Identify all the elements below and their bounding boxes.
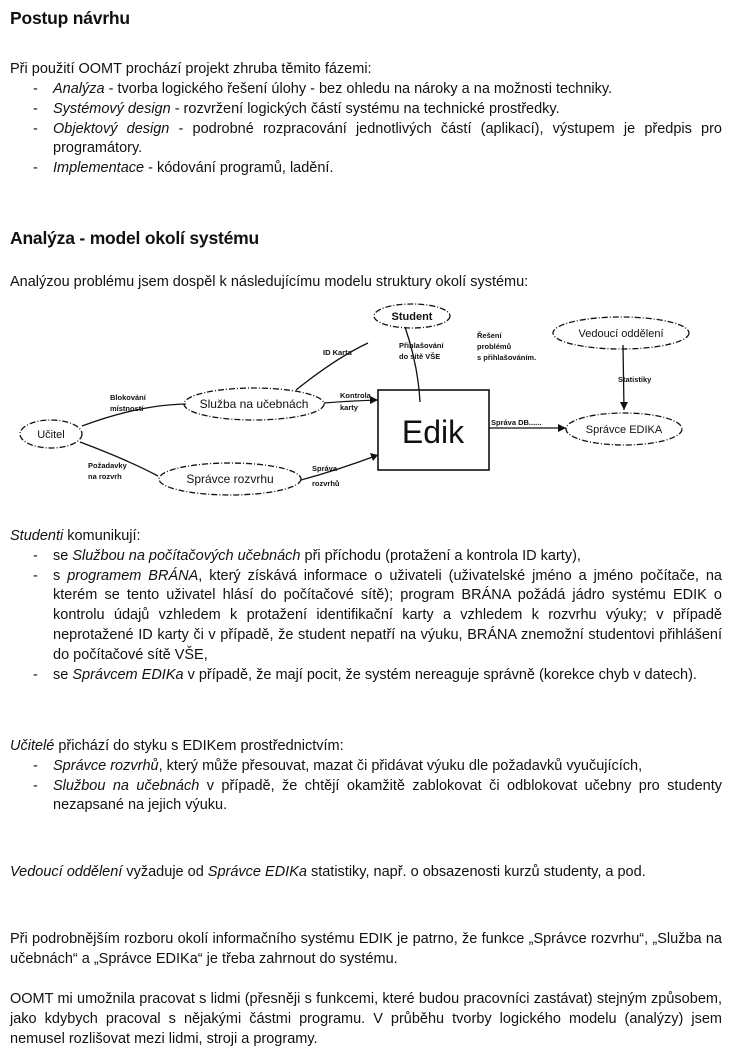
node-label-ucitel: Učitel [37,429,65,441]
list-item [10,120,722,160]
edik-label: Edik [401,414,465,450]
ucitele-verb: přichází do styku s EDIKem prostřednictvím: [54,738,344,754]
ucitele-section [10,737,722,816]
flow-label: problémů [477,342,512,351]
list-item [10,757,722,777]
item-text: , který může přesouvat, mazat či přidávat výuku dle požadavků vyučujících, [158,757,643,774]
phase-text: - tvorba logického řešení úlohy - bez ohledu na nároky a na možnosti techniky. [104,81,613,97]
studenti-lead [10,527,722,547]
list-item [10,666,722,686]
analyza-intro-paragraph: Analýzou problému jsem dospěl k následujícímu modelu struktury okolí systému: [10,274,529,290]
list-item [10,159,722,179]
line-ucitel-rozvrh [80,442,158,476]
phase-term: Objektový design [53,120,170,137]
item-term: Službou na počítačových učebnách [72,547,301,564]
node-label-spravce-edika: Správce EDIKA [585,424,663,436]
item-term: programem BRÁNA [67,567,199,584]
flow-label: Požadavky [88,461,127,470]
heading-analyza: Analýza - model okolí systému [10,228,259,248]
list-item [10,100,722,120]
item-pre: s [53,567,68,584]
list-item [10,80,722,100]
ucitele-subject: Učitelé [10,738,55,754]
podrobnejsi-paragraph: Při podrobnějším rozboru okolí informačního systému EDIK je patrno, že funkce „Správce rozvrhu“, „Služba na učebnách“ a „Správce EDIKa“ je třeba zahrnout do systému. [10,931,722,967]
vedouci-section [10,863,722,883]
item-pre: se [53,547,73,564]
item-pre: se [53,666,73,683]
flow-label: na rozvrh [88,472,122,481]
item-text: v případě, že mají pocit, že systém nereaguje správně (korekce chyb v datech). [183,666,697,683]
phases-list [10,80,722,179]
flow-label: rozvrhů [312,479,340,488]
studenti-verb: komunikují: [63,528,141,544]
flow-label: karty [340,403,358,412]
vedouci-subject: Vedoucí oddělení [10,864,123,880]
flow-label: s přihlašováním. [477,353,537,362]
item-text: při příchodu (protažení a kontrola ID karty), [300,547,581,564]
item-term: Službou na učebnách [53,777,200,794]
studenti-list [10,547,722,686]
item-text: , který získává informace o uživateli (uživatelské jméno a jméno počítače, na kterém se tento uživatel hlásí do počítačové sítě); program BRÁNA požádá jádro systému EDIK o kontrolu údajů vzhledem k protažení identifikační karty a vzhledem k rozvrhu výuky; v případě neprotažené ID karty či v případě, že student nepatří na výuku, BRÁNA znemožní studentovi přihlášení do počítačové sítě VŠE, [53,567,722,663]
studenti-subject: Studenti [10,528,64,544]
flow-label: Blokování [110,393,146,402]
arrowhead [620,402,628,410]
flow-label: Kontrola [340,391,371,400]
flow-label: do sítě VŠE [399,352,441,361]
vedouci-text: statistiky, např. o obsazenosti kurzů studenty, a pod. [306,864,646,880]
flow-label: ID Karta [323,348,352,357]
arrowhead [558,424,566,432]
oomt-paragraph: OOMT mi umožnila pracovat s lidmi (přesněji s funkcemi, které budou pracovníci zastávat) stejným způsobem, jako kdybych pracoval s nějakými částmi programu. V průběhu tvorby logického modelu (analýzy) jsem nemusel rozlišovat mezi lidmi, stroji a programy. [10,991,722,1047]
ucitele-list [10,757,722,816]
list-item [10,567,722,666]
oomt-section [10,990,722,1049]
list-item [10,777,722,817]
flow-label: Správa [312,464,338,473]
item-term: Správce rozvrhů [53,757,159,774]
flow-label: Řešení [477,331,502,340]
vedouci-mid: vyžaduje od [122,864,208,880]
phase-text: - rozvržení logických částí systému na technické prostředky. [170,100,560,117]
studenti-section [10,527,722,685]
intro-paragraph: Při použití OOMT prochází projekt zhruba těmito fázemi: [10,61,372,77]
node-label-student: Student [391,311,433,323]
context-diagram [18,300,718,500]
arrowhead [370,396,378,404]
item-term: Správcem EDIKa [72,666,184,683]
podrobnejsi-section [10,930,722,970]
phase-text: - kódování programů, ladění. [144,160,334,177]
flow-label: Správa DB...... [491,418,542,427]
item-text: v případě, že chtějí okamžitě zablokovat či odblokovat učebny pro studenty nezapsané na jejich výuku. [53,777,722,814]
heading-postup-navrhu: Postup návrhu [10,8,130,28]
ucitele-lead [10,737,722,757]
phase-text: - podrobné rozpracování jednotlivých částí (aplikací), výstupem je předpis pro programátory. [53,120,722,157]
node-label-sluzba: Služba na učebnách [199,397,309,411]
flow-label: místností [110,404,144,413]
node-label-spravce-rozvrhu: Správce rozvrhu [186,472,274,486]
flow-label: Přihlašování [399,341,444,350]
vedouci-term: Správce EDIKa [207,864,307,880]
phase-term: Systémový design [53,100,171,117]
node-label-vedouci: Vedoucí oddělení [578,328,664,340]
phase-term: Implementace [53,160,145,177]
flow-label: Statistiky [618,375,652,384]
list-item [10,547,722,567]
phase-term: Analýza [53,81,105,97]
vedouci-paragraph [10,863,722,883]
